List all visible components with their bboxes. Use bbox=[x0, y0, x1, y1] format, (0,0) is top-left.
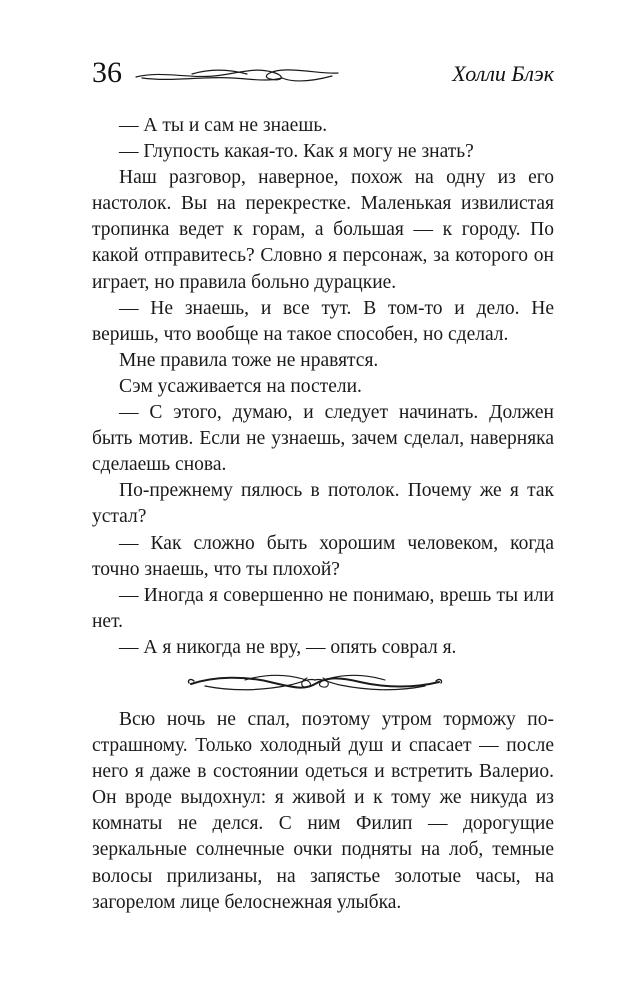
paragraph: Всю ночь не спал, поэтому утром торможу по-страшному. Только холодный душ и спасает — после него я даже в состоянии одеться и встретить Валерио. Он вроде выдохнул: я живой и к тому же никуда из комнаты не делся. С ним Филип — дорогущие зеркальные солнечные очки подняты на лоб, темные волосы прилизаны, на запястье золотые часы, на загорелом лице белоснежная улыбка. bbox=[92, 709, 554, 913]
author-name: Холли Блэк bbox=[452, 61, 554, 86]
paragraph: Мне правила тоже не нравятся. bbox=[119, 349, 379, 371]
paragraph: — Глупость какая-то. Как я могу не знать? bbox=[119, 141, 474, 163]
paragraph: — Как сложно быть хорошим человеком, когда точно знаешь, что ты плохой? bbox=[92, 532, 554, 580]
flourish-ornament-icon bbox=[132, 64, 342, 88]
paragraph: По-прежнему пялюсь в потолок. Почему же я так устал? bbox=[92, 480, 554, 528]
page-header bbox=[92, 52, 554, 92]
paragraph: Наш разговор, наверное, похож на одну из его настолок. Вы на перекрестке. Маленькая извилистая тропинка ведет к горам, а большая — к городу. По какой отправитесь? Словно я персонаж, за которого он играет, но правила больно дурацкие. bbox=[92, 167, 554, 293]
text-section-one bbox=[92, 113, 554, 661]
section-divider-ornament-icon bbox=[185, 668, 445, 698]
paragraph: — С этого, думаю, и следует начинать. Должен быть мотив. Если не узнаешь, зачем сделал, наверняка сделаешь снова. bbox=[92, 402, 554, 476]
page-number: 36 bbox=[92, 56, 122, 89]
paragraph: — Не знаешь, и все тут. В том-то и дело. Не веришь, что вообще на такое способен, но сделал. bbox=[92, 297, 554, 345]
paragraph: — А ты и сам не знаешь. bbox=[119, 115, 328, 136]
paragraph: — Иногда я совершенно не понимаю, врешь ты или нет. bbox=[92, 584, 554, 632]
paragraph: — А я никогда не вру, — опять соврал я. bbox=[119, 636, 457, 658]
text-section-two bbox=[92, 707, 554, 916]
paragraph: Сэм усаживается на постели. bbox=[119, 375, 362, 397]
